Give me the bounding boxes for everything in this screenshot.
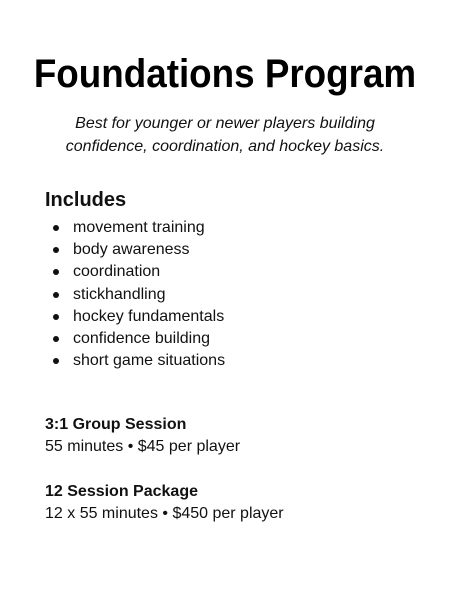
- offer-detail: 12 x 55 minutes • $450 per player: [45, 505, 284, 522]
- bullet-icon: [53, 314, 59, 320]
- list-item-label: short game situations: [73, 352, 226, 370]
- includes-heading: Includes: [45, 189, 127, 211]
- offer-title: 12 Session Package: [45, 483, 198, 500]
- list-item-label: coordination: [73, 263, 161, 281]
- list-item: [45, 239, 225, 261]
- bullet-icon: [53, 358, 59, 364]
- program-description: Best for younger or newer players building confidence, coordination, and hockey basics.: [65, 115, 385, 155]
- group-session-offer: [45, 414, 405, 458]
- list-item: [45, 284, 225, 306]
- offer-detail: 55 minutes • $45 per player: [45, 438, 241, 455]
- list-item-label: movement training: [73, 219, 205, 236]
- bullet-icon: [53, 247, 59, 253]
- list-item: [45, 350, 225, 372]
- includes-list: [45, 217, 225, 372]
- bullet-icon: [53, 292, 59, 298]
- list-item-label: body awareness: [73, 241, 190, 259]
- bullet-icon: [53, 225, 59, 231]
- list-item-label: confidence building: [73, 330, 210, 348]
- list-item: [45, 261, 225, 283]
- list-item-label: hockey fundamentals: [73, 307, 225, 325]
- page-title: Foundations Program: [33, 52, 417, 96]
- bullet-icon: [53, 336, 59, 342]
- list-item: [45, 217, 225, 239]
- offer-title: 3:1 Group Session: [45, 416, 187, 433]
- list-item-label: stickhandling: [73, 285, 166, 303]
- session-package-offer: [45, 481, 405, 525]
- bullet-icon: [53, 269, 59, 275]
- list-item: [45, 306, 225, 328]
- list-item: [45, 328, 225, 350]
